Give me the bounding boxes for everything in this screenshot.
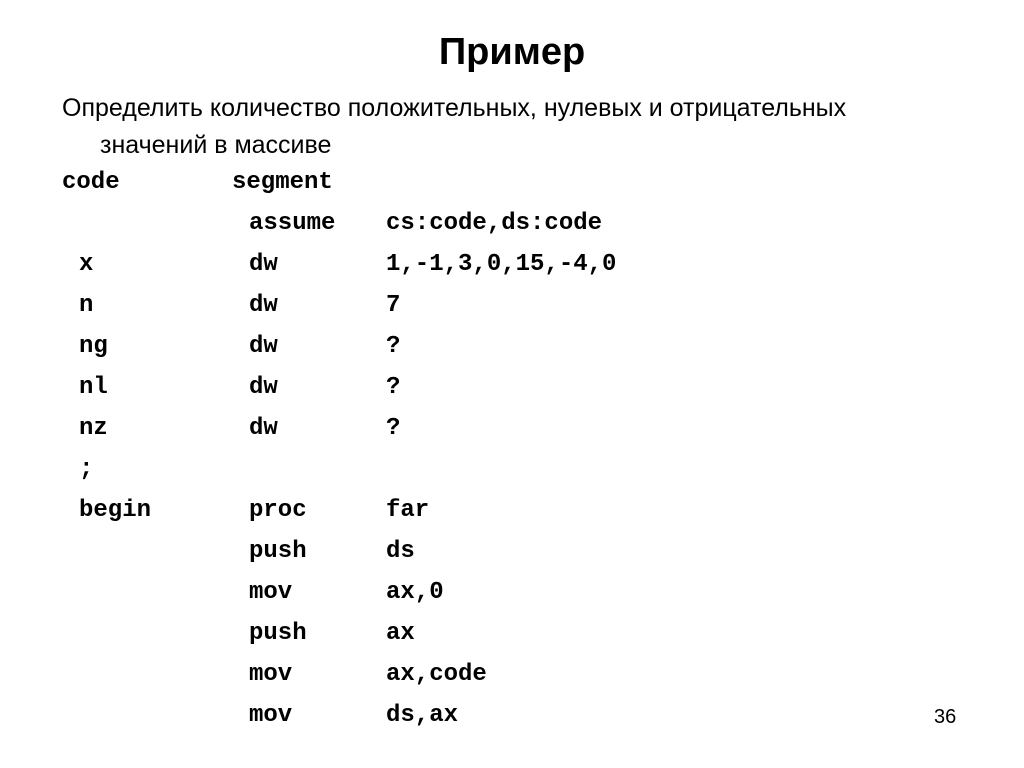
code-line: [0, 162, 1024, 203]
code-operation: assume: [249, 210, 336, 237]
code-line: [0, 572, 1024, 613]
code-label: code: [62, 169, 120, 196]
code-operands: ax: [386, 620, 415, 647]
code-line: [0, 203, 1024, 244]
code-operation: proc: [249, 497, 307, 524]
code-operands: ax,0: [386, 579, 444, 606]
code-label: nz: [79, 415, 108, 442]
code-operands: ds: [386, 538, 415, 565]
code-label: nl: [79, 374, 108, 401]
code-operands: ?: [386, 374, 401, 401]
code-line: [0, 244, 1024, 285]
task-description: [62, 90, 982, 164]
code-line: [0, 654, 1024, 695]
code-line: [0, 285, 1024, 326]
code-operands: cs:code,ds:code: [386, 210, 603, 237]
code-line: [0, 490, 1024, 531]
code-operation: mov: [249, 661, 293, 688]
code-operation: dw: [249, 251, 278, 278]
code-operands: ds,ax: [386, 702, 459, 729]
code-operands: 7: [386, 292, 401, 319]
code-label: ng: [79, 333, 108, 360]
code-operation: segment: [232, 169, 333, 196]
code-line: [0, 613, 1024, 654]
code-listing: [0, 162, 1024, 736]
code-operation: dw: [249, 292, 278, 319]
code-comment: ;: [79, 456, 94, 483]
task-description-line-2: значений в массиве: [100, 131, 332, 159]
code-label: n: [79, 292, 94, 319]
code-operation: dw: [249, 415, 278, 442]
code-line: [0, 695, 1024, 736]
code-label: begin: [79, 497, 152, 524]
code-operation: mov: [249, 579, 293, 606]
page-number: 36: [934, 706, 957, 728]
code-operation: dw: [249, 333, 278, 360]
code-line: [0, 449, 1024, 490]
code-line: [0, 531, 1024, 572]
task-description-line-1: Определить количество положительных, нулевых и отрицательных: [62, 94, 847, 122]
code-operands: 1,-1,3,0,15,-4,0: [386, 251, 617, 278]
code-operation: mov: [249, 702, 293, 729]
code-operation: dw: [249, 374, 278, 401]
code-line: [0, 326, 1024, 367]
code-operands: ax,code: [386, 661, 487, 688]
code-label: x: [79, 251, 94, 278]
code-line: [0, 408, 1024, 449]
code-operands: ?: [386, 415, 401, 442]
code-operation: push: [249, 620, 307, 647]
slide-title: Пример: [438, 31, 586, 73]
code-operands: ?: [386, 333, 401, 360]
code-operation: push: [249, 538, 307, 565]
code-operands: far: [386, 497, 430, 524]
code-line: [0, 367, 1024, 408]
